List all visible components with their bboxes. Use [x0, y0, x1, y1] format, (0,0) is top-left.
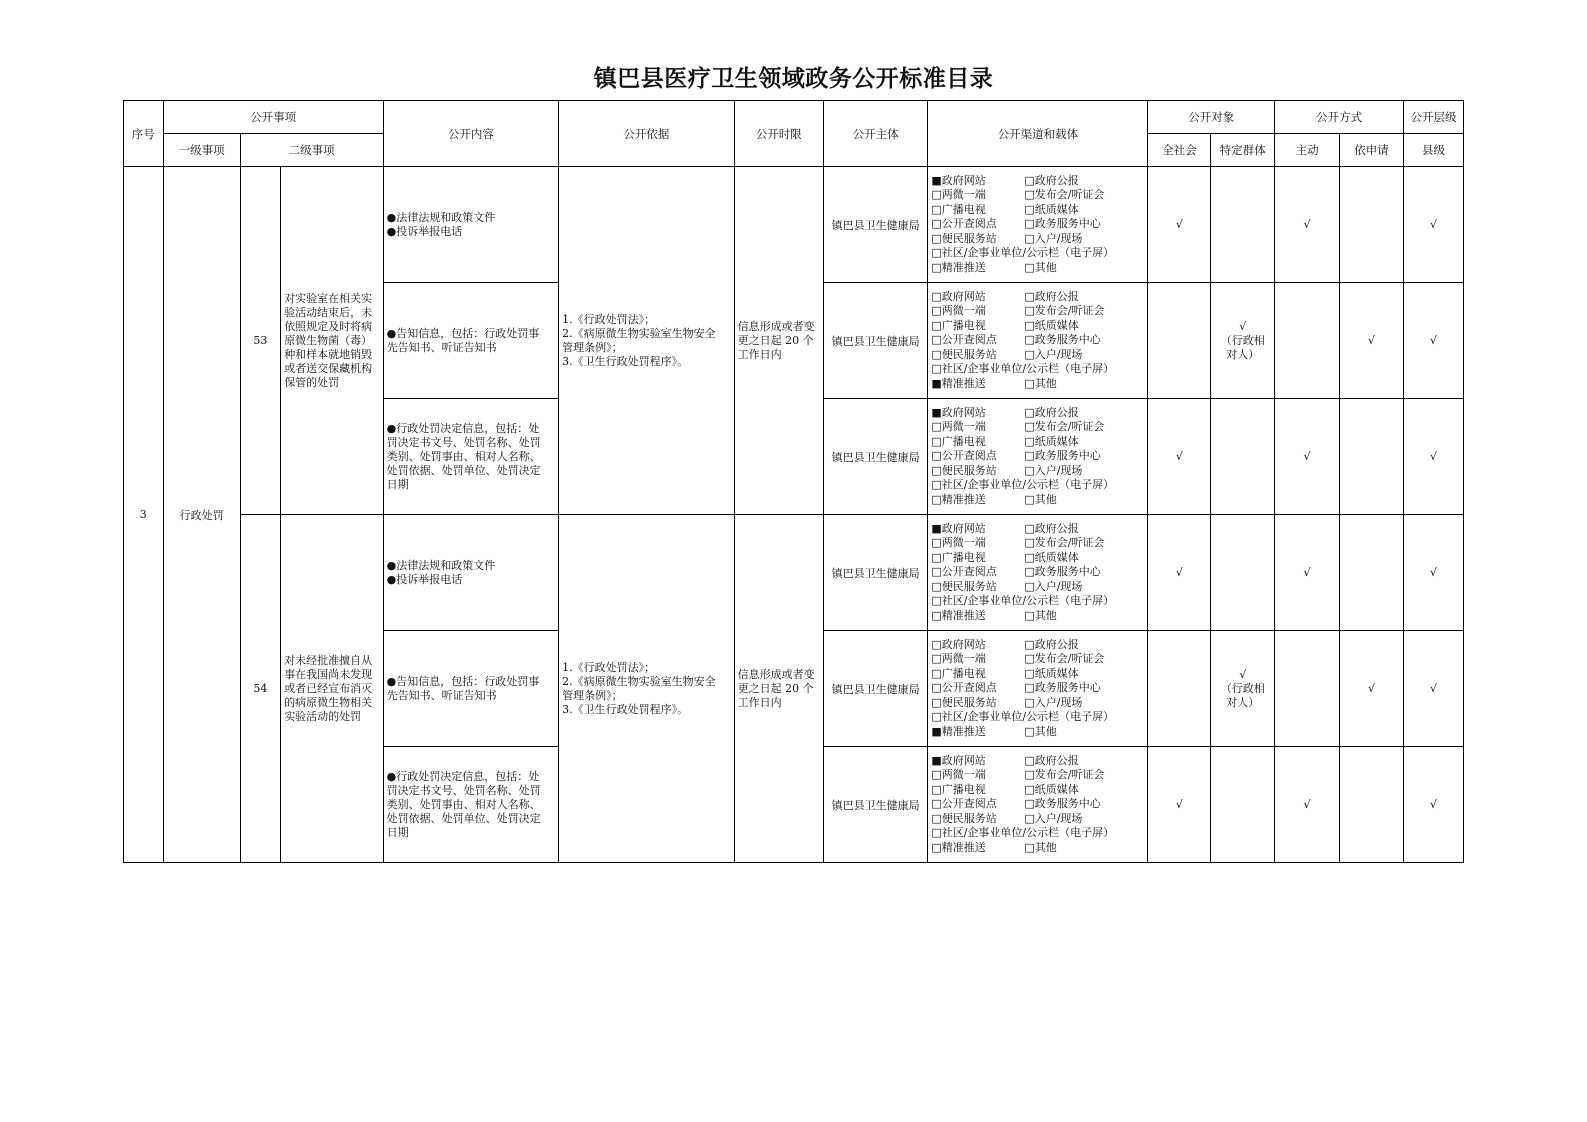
content-cell [383, 399, 558, 515]
channel-option: ■精准推送 [931, 376, 986, 390]
content-line: 处罚依据、处罚单位、处罚决定 [386, 463, 541, 477]
level2-line: 种和样本就地销毁 [284, 347, 373, 361]
channel-row [931, 348, 1144, 363]
content-line: 日期 [386, 477, 409, 491]
channel-option: □社区/企事业单位/公示栏（电子屏） [931, 362, 1115, 376]
basis-line: 1.《行政处罚法》； [562, 660, 656, 674]
channel-row [931, 319, 1144, 334]
audience-all-check [1148, 631, 1211, 747]
subject-cell: 镇巴县卫生健康局 [823, 515, 927, 631]
content-line: ●告知信息，包括：行政处罚事 [386, 326, 540, 340]
channel-option: □政府公报 [1024, 289, 1079, 303]
audience-all-check: √ [1148, 515, 1211, 631]
channel-option: □广播电视 [931, 782, 986, 796]
channel-row [931, 696, 1144, 711]
header-audience-all: 全社会 [1148, 134, 1211, 167]
channel-row [931, 667, 1144, 682]
header-items-group: 公开事项 [163, 101, 383, 134]
channel-option: ■政府网站 [931, 173, 986, 187]
header-content: 公开内容 [383, 101, 558, 167]
audience-specific-cell [1211, 167, 1275, 283]
level2-line: 或者送交保藏机构 [284, 361, 373, 375]
level2-line: 实验活动的处罚 [284, 709, 362, 723]
subject-cell: 镇巴县卫生健康局 [823, 747, 927, 863]
method-active-check [1275, 283, 1340, 399]
document-title: 镇巴县医疗卫生领域政务公开标准目录 [593, 65, 994, 92]
header-channels: 公开渠道和载体 [928, 101, 1148, 167]
audience-specific-note: 对人） [1226, 347, 1260, 361]
content-line: ●法律法规和政策文件 [386, 210, 496, 224]
channel-option: □其他 [1024, 260, 1057, 274]
content-line: 类别、处罚事由、相对人名称、 [386, 449, 541, 463]
time-limit-line: 信息形成或者变 [737, 319, 815, 333]
seq-cell: 3 [124, 167, 164, 863]
channel-row [931, 449, 1144, 464]
channel-option: □政务服务中心 [1024, 449, 1101, 463]
audience-all-check: √ [1148, 167, 1211, 283]
channel-option: □政务服务中心 [1024, 333, 1101, 347]
channel-row [931, 188, 1144, 203]
content-line: 处罚依据、处罚单位、处罚决定 [386, 811, 541, 825]
channel-option: □其他 [1024, 376, 1057, 390]
basis-line: 管理条例》； [562, 688, 623, 702]
channel-row [931, 435, 1144, 450]
audience-specific-cell [1211, 283, 1275, 399]
method-active-check [1275, 631, 1340, 747]
channel-option: □纸质媒体 [1024, 782, 1079, 796]
channel-row [931, 522, 1144, 537]
content-line: ●法律法规和政策文件 [386, 558, 496, 572]
channel-option: □公开查阅点 [931, 217, 997, 231]
time-limit-cell [734, 167, 823, 515]
level-county-check: √ [1403, 631, 1463, 747]
channels-cell [928, 399, 1148, 515]
content-cell [383, 167, 558, 283]
channel-row [931, 478, 1144, 493]
method-request-check: √ [1340, 283, 1404, 399]
channel-row [931, 464, 1144, 479]
method-request-check [1340, 167, 1404, 283]
level2-line: 原微生物菌（毒） [284, 333, 373, 347]
channel-option: □政府公报 [1024, 405, 1079, 419]
method-request-check [1340, 747, 1404, 863]
time-limit-line: 信息形成或者变 [737, 667, 815, 681]
channel-row [931, 638, 1144, 653]
time-limit-line: 更之日起 20 个 [737, 333, 814, 347]
channel-row [931, 217, 1144, 232]
channels-cell [928, 167, 1148, 283]
basis-line: 2.《病原微生物实验室生物安全 [562, 674, 716, 688]
channel-option: □精准推送 [931, 608, 986, 622]
channel-option: ■政府网站 [931, 405, 986, 419]
channel-row [931, 594, 1144, 609]
channel-option: □其他 [1024, 840, 1057, 854]
method-active-check: √ [1275, 167, 1340, 283]
channel-option: ■政府网站 [931, 521, 986, 535]
channel-option: □入户/现场 [1024, 463, 1083, 477]
method-request-check: √ [1340, 631, 1404, 747]
basis-line: 3.《卫生行政处罚程序》。 [562, 354, 689, 368]
channel-option: □便民服务站 [931, 463, 997, 477]
channel-option: □两微一端 [931, 768, 986, 782]
channel-option: □广播电视 [931, 666, 986, 680]
channel-option: □政府网站 [931, 289, 986, 303]
channel-option: □入户/现场 [1024, 811, 1083, 825]
channel-option: □两微一端 [931, 420, 986, 434]
header-level-group: 公开层级 [1403, 101, 1463, 134]
channel-row [931, 826, 1144, 841]
level1-cell: 行政处罚 [163, 167, 240, 863]
channel-row [931, 710, 1144, 725]
header-level1: 一级事项 [163, 134, 240, 167]
subject-cell: 镇巴县卫生健康局 [823, 399, 927, 515]
channel-option: □社区/企事业单位/公示栏（电子屏） [931, 594, 1115, 608]
channel-row [931, 681, 1144, 696]
channel-option: □政府网站 [931, 637, 986, 651]
content-line: 类别、处罚事由、相对人名称、 [386, 797, 541, 811]
channel-row [931, 246, 1144, 261]
table-row [124, 515, 1464, 631]
time-limit-line: 更之日起 20 个 [737, 681, 814, 695]
header-level2: 二级事项 [240, 134, 383, 167]
audience-specific-cell [1211, 515, 1275, 631]
channel-row [931, 377, 1144, 392]
level2-cell [281, 167, 383, 515]
content-line: ●行政处罚决定信息，包括：处 [386, 421, 540, 435]
method-active-check: √ [1275, 399, 1340, 515]
channel-row [931, 362, 1144, 377]
channel-option: □发布会/听证会 [1024, 304, 1105, 318]
channels-cell [928, 515, 1148, 631]
method-request-check [1340, 399, 1404, 515]
header-seq: 序号 [124, 101, 164, 167]
content-cell [383, 515, 558, 631]
channel-row [931, 493, 1144, 508]
level2-line: 依照规定及时将病 [284, 319, 373, 333]
channel-option: □入户/现场 [1024, 231, 1083, 245]
content-line: ●告知信息，包括：行政处罚事 [386, 674, 540, 688]
content-line: 罚决定书文号、处罚名称、处罚 [386, 435, 541, 449]
method-active-check: √ [1275, 515, 1340, 631]
subject-cell: 镇巴县卫生健康局 [823, 631, 927, 747]
header-time-limit: 公开时限 [734, 101, 823, 167]
content-cell [383, 283, 558, 399]
header-method-active: 主动 [1275, 134, 1340, 167]
content-line: 先告知书、听证告知书 [386, 688, 497, 702]
channel-option: □纸质媒体 [1024, 666, 1079, 680]
channel-row [931, 783, 1144, 798]
audience-specific-cell [1211, 399, 1275, 515]
subject-cell: 镇巴县卫生健康局 [823, 283, 927, 399]
audience-specific-note: （行政相 [1220, 333, 1265, 347]
channel-option: □其他 [1024, 492, 1057, 506]
content-line: 罚决定书文号、处罚名称、处罚 [386, 783, 541, 797]
audience-specific-check: √ [1239, 667, 1247, 681]
content-line: 先告知书、听证告知书 [386, 340, 497, 354]
channel-option: □政府公报 [1024, 173, 1079, 187]
basis-line: 2.《病原微生物实验室生物安全 [562, 326, 716, 340]
channel-row [931, 203, 1144, 218]
level-county-check: √ [1403, 283, 1463, 399]
content-line: ●投诉举报电话 [386, 572, 463, 586]
audience-all-check: √ [1148, 747, 1211, 863]
channel-option: □广播电视 [931, 434, 986, 448]
channel-option: □纸质媒体 [1024, 434, 1079, 448]
channel-option: □其他 [1024, 608, 1057, 622]
channel-row [931, 290, 1144, 305]
channel-row [931, 609, 1144, 624]
channel-row [931, 551, 1144, 566]
channel-option: □发布会/听证会 [1024, 536, 1105, 550]
item-number: 54 [240, 515, 281, 863]
channels-cell [928, 283, 1148, 399]
channel-option: □便民服务站 [931, 347, 997, 361]
channel-row [931, 797, 1144, 812]
channel-row [931, 768, 1144, 783]
channel-option: □纸质媒体 [1024, 318, 1079, 332]
channel-option: □广播电视 [931, 550, 986, 564]
audience-specific-cell [1211, 747, 1275, 863]
channel-row [931, 812, 1144, 827]
channel-option: □政务服务中心 [1024, 681, 1101, 695]
channel-option: □纸质媒体 [1024, 202, 1079, 216]
channel-option: □两微一端 [931, 304, 986, 318]
channel-option: □精准推送 [931, 840, 986, 854]
channel-option: □政务服务中心 [1024, 797, 1101, 811]
catalog-table [123, 100, 1464, 863]
channel-option: □入户/现场 [1024, 579, 1083, 593]
channel-option: □其他 [1024, 724, 1057, 738]
channel-option: □公开查阅点 [931, 797, 997, 811]
channel-row [931, 580, 1144, 595]
table-row [124, 167, 1464, 283]
header-subject: 公开主体 [823, 101, 927, 167]
channel-option: □便民服务站 [931, 579, 997, 593]
basis-line: 管理条例》； [562, 340, 623, 354]
table-body [124, 167, 1464, 863]
basis-cell [559, 167, 734, 515]
channel-row [931, 406, 1144, 421]
header-audience-specific: 特定群体 [1211, 134, 1275, 167]
channel-option: □广播电视 [931, 202, 986, 216]
level2-line: 对实验室在相关实 [284, 291, 373, 305]
channel-row [931, 725, 1144, 740]
content-cell [383, 631, 558, 747]
channel-option: □发布会/听证会 [1024, 420, 1105, 434]
channel-option: □公开查阅点 [931, 449, 997, 463]
level-county-check: √ [1403, 167, 1463, 283]
channels-cell [928, 747, 1148, 863]
item-number: 53 [240, 167, 281, 515]
level2-line: 对未经批准擅自从 [284, 653, 373, 667]
channel-row [931, 536, 1144, 551]
level2-line: 事在我国尚未发现 [284, 667, 373, 681]
content-line: ●投诉举报电话 [386, 224, 463, 238]
time-limit-line: 工作日内 [737, 347, 782, 361]
header-level-county: 县级 [1403, 134, 1463, 167]
header-basis: 公开依据 [559, 101, 734, 167]
channel-option: □纸质媒体 [1024, 550, 1079, 564]
channel-option: □入户/现场 [1024, 347, 1083, 361]
content-cell [383, 747, 558, 863]
level2-line: 保管的处罚 [284, 375, 340, 389]
channel-option: □精准推送 [931, 260, 986, 274]
channel-option: □便民服务站 [931, 231, 997, 245]
channel-option: □两微一端 [931, 188, 986, 202]
channel-row [931, 420, 1144, 435]
channel-option: □两微一端 [931, 536, 986, 550]
level2-line: 或者已经宣布消灭 [284, 681, 373, 695]
channel-row [931, 652, 1144, 667]
level-county-check: √ [1403, 399, 1463, 515]
channel-option: □发布会/听证会 [1024, 652, 1105, 666]
basis-cell [559, 515, 734, 863]
basis-line: 1.《行政处罚法》； [562, 312, 656, 326]
header-method-request: 依申请 [1340, 134, 1404, 167]
level-county-check: √ [1403, 747, 1463, 863]
channel-row [931, 261, 1144, 276]
audience-all-check: √ [1148, 399, 1211, 515]
channel-option: ■精准推送 [931, 724, 986, 738]
level-county-check: √ [1403, 515, 1463, 631]
level2-line: 验活动结束后，未 [284, 305, 373, 319]
channel-option: □广播电视 [931, 318, 986, 332]
channel-option: □精准推送 [931, 492, 986, 506]
channel-option: ■政府网站 [931, 753, 986, 767]
channel-option: □公开查阅点 [931, 333, 997, 347]
subject-cell: 镇巴县卫生健康局 [823, 167, 927, 283]
channel-option: □政府公报 [1024, 521, 1079, 535]
channel-row [931, 232, 1144, 247]
audience-specific-cell [1211, 631, 1275, 747]
content-line: ●行政处罚决定信息，包括：处 [386, 769, 540, 783]
channel-row [931, 304, 1144, 319]
channel-option: □政务服务中心 [1024, 217, 1101, 231]
channel-option: □便民服务站 [931, 695, 997, 709]
channel-option: □公开查阅点 [931, 681, 997, 695]
channel-option: □公开查阅点 [931, 565, 997, 579]
channel-option: □政府公报 [1024, 753, 1079, 767]
channel-option: □发布会/听证会 [1024, 188, 1105, 202]
time-limit-line: 工作日内 [737, 695, 782, 709]
channel-row [931, 565, 1144, 580]
channel-option: □便民服务站 [931, 811, 997, 825]
channel-option: □发布会/听证会 [1024, 768, 1105, 782]
basis-line: 3.《卫生行政处罚程序》。 [562, 702, 689, 716]
method-active-check: √ [1275, 747, 1340, 863]
audience-specific-note: 对人） [1226, 695, 1260, 709]
header-audience-group: 公开对象 [1148, 101, 1275, 134]
content-line: 日期 [386, 825, 409, 839]
channels-cell [928, 631, 1148, 747]
channel-row [931, 841, 1144, 856]
header-method-group: 公开方式 [1275, 101, 1404, 134]
channel-option: □入户/现场 [1024, 695, 1083, 709]
channel-option: □社区/企事业单位/公示栏（电子屏） [931, 478, 1115, 492]
level2-line: 的病原微生物相关 [284, 695, 373, 709]
time-limit-cell [734, 515, 823, 863]
channel-row [931, 754, 1144, 769]
channel-option: □社区/企事业单位/公示栏（电子屏） [931, 710, 1115, 724]
audience-specific-check: √ [1239, 319, 1247, 333]
channel-option: □社区/企事业单位/公示栏（电子屏） [931, 246, 1115, 260]
channel-option: □政务服务中心 [1024, 565, 1101, 579]
audience-all-check [1148, 283, 1211, 399]
channel-row [931, 333, 1144, 348]
channel-option: □政府公报 [1024, 637, 1079, 651]
audience-specific-note: （行政相 [1220, 681, 1265, 695]
channel-option: □两微一端 [931, 652, 986, 666]
level2-cell [281, 515, 383, 863]
channel-option: □社区/企事业单位/公示栏（电子屏） [931, 826, 1115, 840]
method-request-check [1340, 515, 1404, 631]
channel-row [931, 174, 1144, 189]
